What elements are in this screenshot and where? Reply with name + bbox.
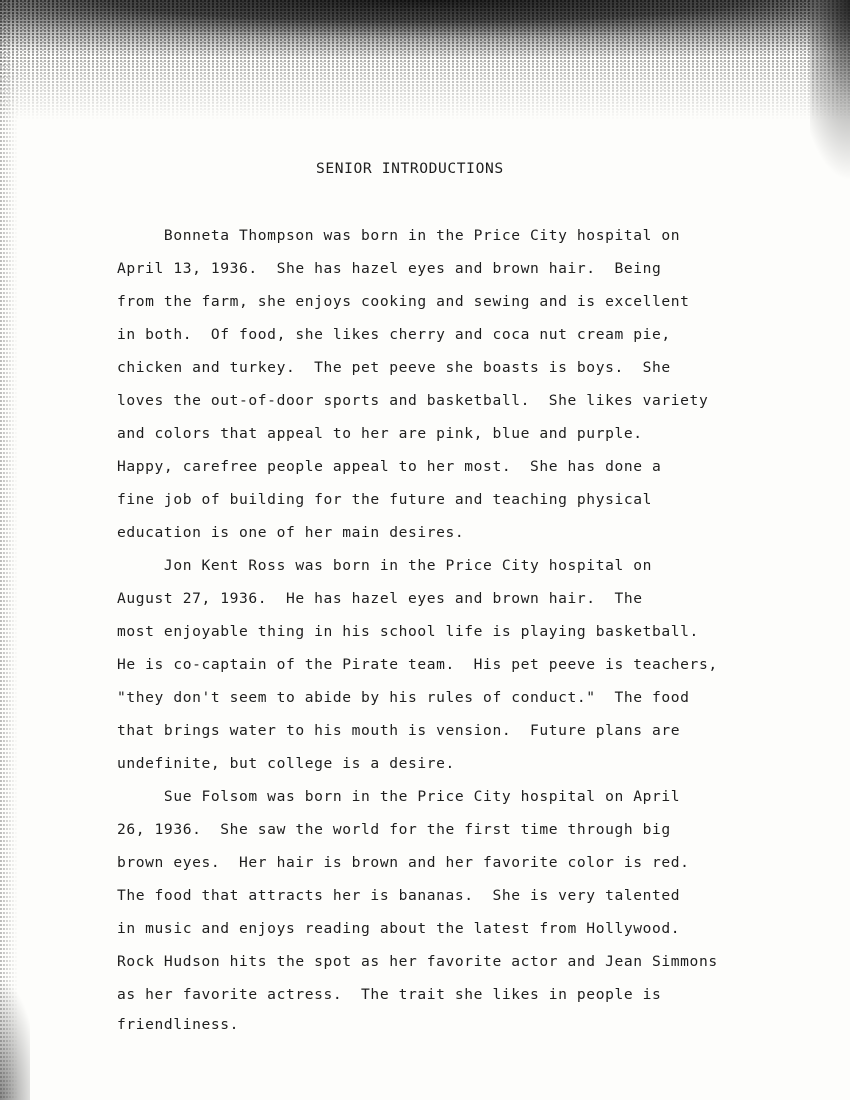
- text-line: from the farm, she enjoys cooking and sewing and is excellent: [117, 293, 690, 310]
- text-line: friendliness.: [117, 1016, 240, 1033]
- text-line: He is co-captain of the Pirate team. His pet peeve is teachers,: [117, 656, 718, 673]
- text-line: Jon Kent Ross was born in the Price City hospital on: [117, 557, 653, 574]
- text-line: August 27, 1936. He has hazel eyes and brown hair. The: [117, 590, 643, 607]
- text-line: loves the out-of-door sports and basketball. She likes variety: [117, 392, 709, 409]
- text-line: as her favorite actress. The trait she likes in people is: [117, 986, 662, 1003]
- text-line: 26, 1936. She saw the world for the first time through big: [117, 821, 671, 838]
- text-line: that brings water to his mouth is vension. Future plans are: [117, 722, 681, 739]
- text-line: fine job of building for the future and teaching physical: [117, 491, 653, 508]
- text-line: Sue Folsom was born in the Price City hospital on April: [117, 788, 681, 805]
- page-title: SENIOR INTRODUCTIONS: [316, 160, 504, 177]
- text-line: in music and enjoys reading about the latest from Hollywood.: [117, 920, 681, 937]
- text-line: undefinite, but college is a desire.: [117, 755, 455, 772]
- text-line: most enjoyable thing in his school life is playing basketball.: [117, 623, 699, 640]
- scan-noise-right: [810, 0, 850, 180]
- text-line: education is one of her main desires.: [117, 524, 465, 541]
- text-line: and colors that appeal to her are pink, blue and purple.: [117, 425, 643, 442]
- text-line: April 13, 1936. She has hazel eyes and brown hair. Being: [117, 260, 662, 277]
- text-line: in both. Of food, she likes cherry and coca nut cream pie,: [117, 326, 671, 343]
- scan-noise-left: [0, 0, 18, 1100]
- scan-noise-top-grain: [0, 0, 850, 120]
- text-line: "they don't seem to abide by his rules of conduct." The food: [117, 689, 690, 706]
- text-line: Happy, carefree people appeal to her most. She has done a: [117, 458, 662, 475]
- scan-noise-bottom-left: [0, 980, 30, 1100]
- text-line: Rock Hudson hits the spot as her favorite actor and Jean Simmons: [117, 953, 718, 970]
- text-line: brown eyes. Her hair is brown and her favorite color is red.: [117, 854, 690, 871]
- text-line: Bonneta Thompson was born in the Price City hospital on: [117, 227, 681, 244]
- text-line: chicken and turkey. The pet peeve she boasts is boys. She: [117, 359, 671, 376]
- text-line: The food that attracts her is bananas. She is very talented: [117, 887, 681, 904]
